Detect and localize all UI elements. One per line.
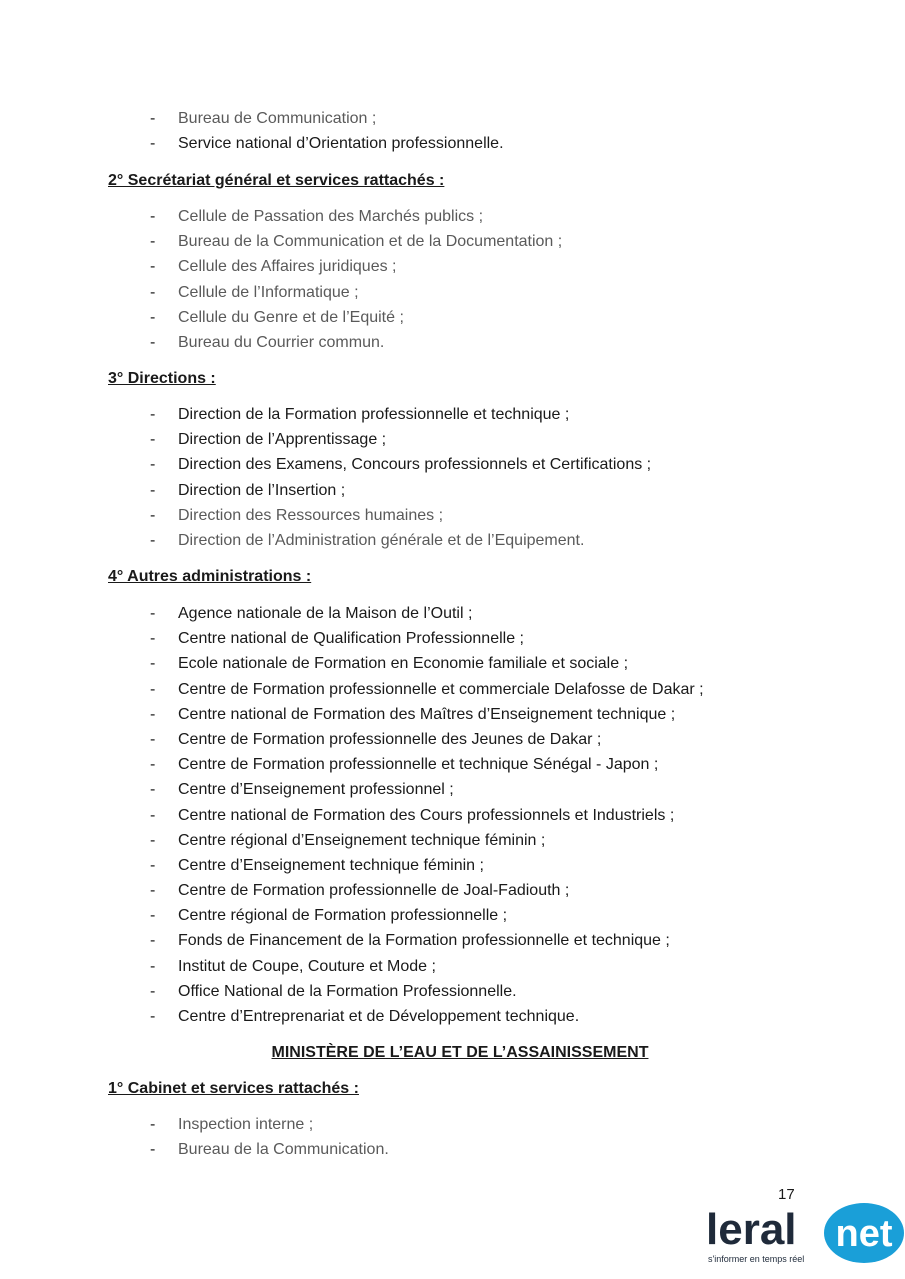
bullet-dash: -: [150, 856, 156, 874]
list-item: [150, 979, 704, 1004]
bullet-dash: -: [150, 333, 156, 351]
list-item-text: Centre national de Qualification Professionnelle ;: [178, 630, 524, 648]
list-item: [150, 1004, 704, 1029]
list-item: [150, 803, 704, 828]
list-item: [150, 651, 704, 676]
list-item-text: Bureau de la Communication.: [178, 1141, 389, 1159]
list-item: [150, 330, 562, 355]
list-item: [150, 626, 704, 651]
section-heading-autres-administrations: 4° Autres administrations :: [108, 568, 312, 585]
bullet-dash: -: [150, 630, 156, 648]
bullet-dash: -: [150, 110, 156, 127]
bullet-dash: -: [150, 831, 156, 849]
bullet-dash: -: [150, 481, 156, 499]
bullet-dash: -: [150, 506, 156, 524]
cabinet-list: [150, 1112, 389, 1162]
directions-list: [150, 402, 651, 553]
list-item: [150, 478, 651, 503]
list-item-text: Centre de Formation professionnelle et commerciale Delafosse de Dakar ;: [178, 680, 704, 698]
list-item: [150, 1112, 389, 1137]
list-item-text: Centre de Formation professionnelle des Jeunes de Dakar ;: [178, 730, 602, 748]
bullet-dash: -: [150, 781, 156, 799]
list-item-text: Bureau de Communication ;: [178, 110, 377, 127]
list-item: [150, 131, 504, 156]
bullet-dash: -: [150, 982, 156, 1000]
list-item-text: Service national d’Orientation professionnelle.: [178, 135, 504, 153]
autres-administrations-list: [150, 601, 704, 1029]
list-item-text: Centre d’Enseignement professionnel ;: [178, 781, 454, 799]
list-item: [150, 1137, 389, 1162]
bullet-dash: -: [150, 882, 156, 900]
list-item-text: Direction des Examens, Concours professionnels et Certifications ;: [178, 456, 652, 474]
list-item-text: Centre d’Enseignement technique féminin ;: [178, 856, 484, 874]
bullet-dash: -: [150, 258, 156, 276]
list-item: [150, 528, 651, 553]
section-heading-secretariat: 2° Secrétariat général et services rattachés :: [108, 172, 445, 189]
list-item-text: Direction de l’Administration générale et de l’Equipement.: [178, 531, 585, 549]
list-item: [150, 106, 504, 131]
section-heading-directions: 3° Directions :: [108, 370, 216, 387]
list-item: [150, 777, 704, 802]
bullet-dash: -: [150, 957, 156, 975]
leralnet-logo: [706, 1200, 904, 1270]
bullet-dash: -: [150, 1008, 156, 1025]
list-item-text: Agence nationale de la Maison de l’Outil ;: [178, 605, 473, 622]
list-item: [150, 254, 562, 279]
list-item-text: Direction des Ressources humaines ;: [178, 506, 444, 524]
bullet-dash: -: [150, 655, 156, 673]
logo-tagline: s'informer en temps réel: [708, 1254, 805, 1264]
bullet-dash: -: [150, 135, 156, 153]
list-item-text: Cellule des Affaires juridiques ;: [178, 258, 397, 276]
list-item-text: Bureau du Courrier commun.: [178, 333, 385, 351]
list-item-text: Direction de l’Insertion ;: [178, 481, 346, 499]
list-item: [150, 601, 704, 626]
list-item: [150, 928, 704, 953]
list-item: [150, 677, 704, 702]
secretariat-list: [150, 204, 562, 355]
bullet-dash: -: [150, 705, 156, 723]
list-item-text: Centre d’Entreprenariat et de Développement technique.: [178, 1008, 580, 1025]
list-item: [150, 853, 704, 878]
list-item-text: Centre régional d’Enseignement technique féminin ;: [178, 831, 546, 849]
bullet-dash: -: [150, 233, 156, 251]
list-item-text: Ecole nationale de Formation en Economie familiale et sociale ;: [178, 655, 629, 673]
section-heading-cabinet: 1° Cabinet et services rattachés :: [108, 1080, 359, 1097]
bullet-dash: -: [150, 907, 156, 925]
list-item: [150, 954, 704, 979]
list-item-text: Centre national de Formation des Maîtres d’Enseignement technique ;: [178, 705, 676, 723]
ministry-title: MINISTÈRE DE L’EAU ET DE L’ASSAINISSEMENT: [271, 1044, 649, 1061]
list-item: [150, 752, 704, 777]
list-item: [150, 229, 562, 254]
list-item-text: Direction de l’Apprentissage ;: [178, 431, 387, 449]
bullet-dash: -: [150, 406, 156, 423]
list-item-text: Centre de Formation professionnelle et technique Sénégal - Japon ;: [178, 756, 659, 774]
bullet-dash: -: [150, 431, 156, 449]
list-item-text: Centre de Formation professionnelle de Joal-Fadiouth ;: [178, 882, 570, 900]
list-item: [150, 402, 651, 427]
list-item-text: Centre régional de Formation professionnelle ;: [178, 907, 508, 925]
list-item-text: Direction de la Formation professionnelle et technique ;: [178, 406, 570, 423]
list-item: [150, 727, 704, 752]
list-item: [150, 305, 562, 330]
list-item: [150, 878, 704, 903]
list-item: [150, 452, 651, 477]
bullet-dash: -: [150, 208, 156, 225]
bullet-dash: -: [150, 1141, 156, 1159]
list-item-text: Fonds de Financement de la Formation professionnelle et technique ;: [178, 932, 670, 950]
leralnet-logo-graphic: [706, 1200, 904, 1270]
bullet-dash: -: [150, 308, 156, 326]
list-item: [150, 702, 704, 727]
bullet-dash: -: [150, 730, 156, 748]
bullet-dash: -: [150, 756, 156, 774]
bullet-dash: -: [150, 932, 156, 950]
list-item: [150, 903, 704, 928]
list-item: [150, 828, 704, 853]
bullet-dash: -: [150, 283, 156, 301]
bullet-dash: -: [150, 806, 156, 824]
list-item: [150, 427, 651, 452]
list-item-text: Cellule de Passation des Marchés publics ;: [178, 208, 484, 225]
list-item-text: Inspection interne ;: [178, 1116, 314, 1133]
page-number: 17: [778, 1186, 795, 1203]
list-item-text: Centre national de Formation des Cours professionnels et Industriels ;: [178, 806, 675, 824]
logo-word-left: leral: [706, 1205, 797, 1254]
bullet-dash: -: [150, 680, 156, 698]
list-item-text: Institut de Coupe, Couture et Mode ;: [178, 957, 436, 975]
bullet-dash: -: [150, 605, 156, 622]
list-item: [150, 503, 651, 528]
bullet-dash: -: [150, 531, 156, 549]
logo-word-right: net: [835, 1213, 893, 1255]
list-item: [150, 204, 562, 229]
list-item-text: Cellule de l’Informatique ;: [178, 283, 359, 301]
bullet-dash: -: [150, 1116, 156, 1133]
intro-list: [150, 106, 504, 156]
list-item: [150, 280, 562, 305]
list-item-text: Cellule du Genre et de l’Equité ;: [178, 308, 404, 326]
list-item-text: Bureau de la Communication et de la Documentation ;: [178, 233, 563, 251]
list-item-text: Office National de la Formation Professionnelle.: [178, 982, 517, 1000]
bullet-dash: -: [150, 456, 156, 474]
